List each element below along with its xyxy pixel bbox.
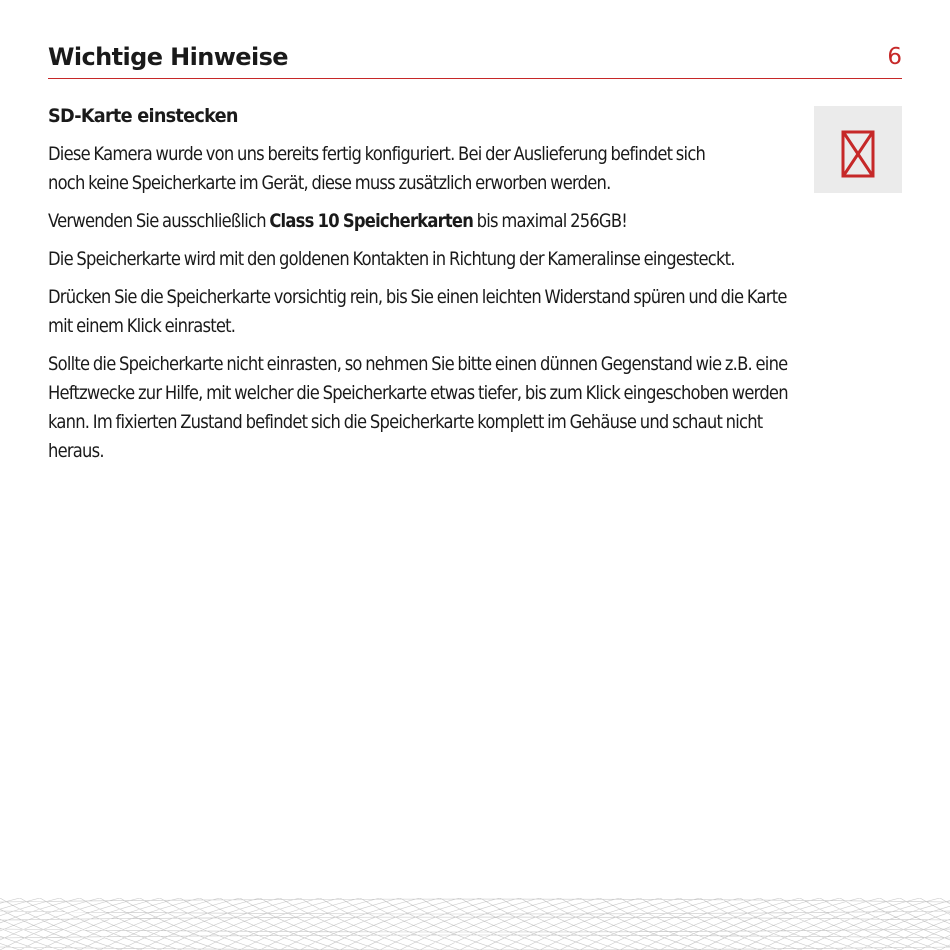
paragraph-intro	[48, 140, 793, 198]
paragraph-intro-line-1: Diese Kamera wurde von uns bereits fertig konfiguriert. Bei der Auslieferung befindet sich	[48, 143, 706, 165]
section-title: SD-Karte einstecken	[48, 105, 238, 127]
paragraph-troubleshoot-line-1: Sollte die Speicherkarte nicht einrasten, so nehmen Sie bitte einen dünnen Gegenstand wie z.B. eine	[48, 353, 788, 375]
card-class-highlight: Class 10 Speicherkarten	[269, 210, 474, 232]
paragraph-troubleshoot-line-3: kann. Im fixierten Zustand befindet sich die Speicherkarte komplett im Gehäuse und schaut nicht	[48, 411, 763, 433]
paragraph-card-class-before: Verwenden Sie ausschließlich	[48, 210, 270, 232]
paragraph-card-class-after: bis maximal 256GB!	[473, 210, 628, 232]
paragraph-troubleshoot	[48, 350, 898, 466]
paragraph-press-card-line-1: Drücken Sie die Speicherkarte vorsichtig rein, bis Sie einen leichten Widerstand spüren und die Karte	[48, 286, 787, 308]
paragraph-troubleshoot-line-2: Heftzwecke zur Hilfe, mit welcher die Speicherkarte etwas tiefer, bis zum Klick eingeschoben werden	[48, 382, 788, 404]
paragraph-intro-line-2: noch keine Speicherkarte im Gerät, diese muss zusätzlich erworben werden.	[48, 172, 611, 194]
paragraph-press-card-line-2: mit einem Klick einrastet.	[48, 315, 236, 337]
footer-mesh-pattern	[0, 898, 950, 950]
page-title: Wichtige Hinweise	[48, 43, 288, 71]
page-content	[48, 100, 898, 475]
paragraph-insert-direction-line-1: Die Speicherkarte wird mit den goldenen Kontakten in Richtung der Kameralinse eingesteckt.	[48, 248, 735, 270]
paragraph-press-card	[48, 283, 898, 341]
page-number: 6	[887, 44, 902, 70]
paragraph-card-class	[48, 207, 898, 236]
paragraph-troubleshoot-line-4: heraus.	[48, 440, 104, 462]
paragraph-insert-direction	[48, 245, 898, 274]
page-header	[48, 40, 902, 79]
